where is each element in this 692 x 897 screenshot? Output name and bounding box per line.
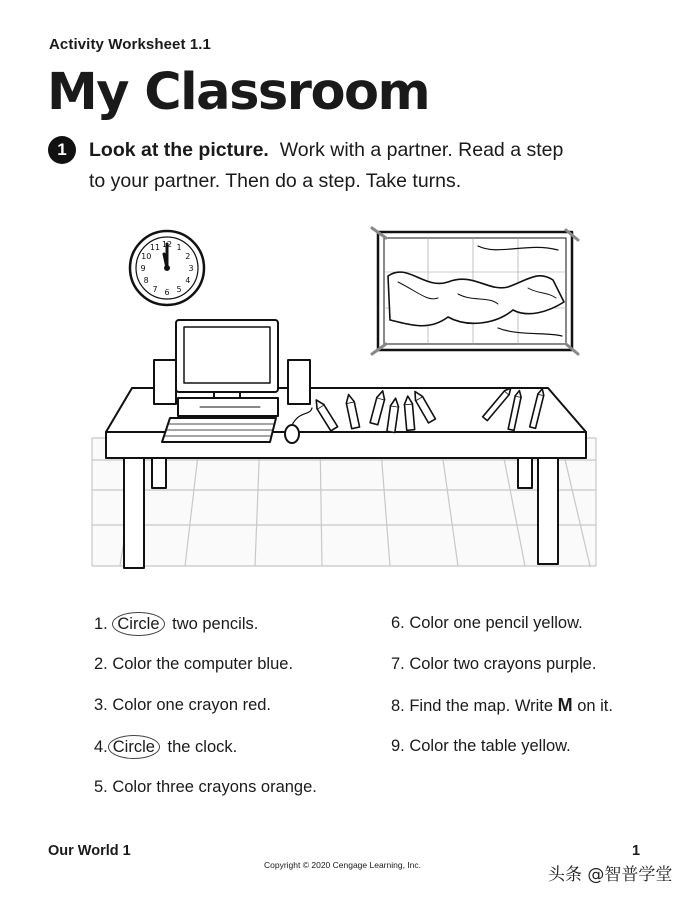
step-1-circled-word: Circle [112,612,164,636]
instruction-bold: Look at the picture. [89,139,269,161]
clock-number: 10 [141,252,152,261]
clock-number: 2 [185,252,191,261]
clock-number: 6 [164,288,170,297]
clock-number: 11 [149,243,161,253]
activity-number-badge: 1 [48,136,76,164]
step-8-text-after: on it. [577,697,613,715]
page-title: My Classroom [47,63,430,122]
page-number: 1 [632,843,641,859]
clock-number: 5 [176,284,182,294]
step-1 [94,612,258,636]
step-8-text-before: 8. Find the map. Write [391,697,554,715]
instruction-line1: Work with a partner. Read a step [279,139,564,161]
step-3: 3. Color one crayon red. [94,696,272,714]
activity-instructions [89,135,649,197]
classroom-illustration [90,210,600,572]
wall-map [372,228,578,354]
step-9: 9. Color the table yellow. [391,737,571,755]
clock-number: 9 [140,264,146,273]
step-1-number: 1. [94,615,108,633]
clock-number: 4 [185,276,191,285]
step-6: 6. Color one pencil yellow. [391,614,583,632]
copyright-notice: Copyright © 2020 Cengage Learning, Inc. [264,860,422,870]
step-2: 2. Color the computer blue. [94,655,294,673]
clock [130,231,204,305]
clock-number: 7 [152,284,158,294]
step-4-number: 4. [94,738,108,756]
step-8 [391,695,613,716]
step-8-letter: M [557,695,573,715]
step-7: 7. Color two crayons purple. [391,655,597,673]
watermark: 头条 @智普学堂 [548,865,673,885]
instruction-line2: to your partner. Then do a step. Take turns. [89,170,462,192]
clock-number: 3 [188,264,194,273]
step-5: 5. Color three crayons orange. [94,778,317,796]
clock-number: 8 [143,276,149,285]
clock-number: 1 [176,243,182,253]
step-4 [94,735,237,759]
step-4-circled-word: Circle [108,735,160,759]
step-4-text: the clock. [167,738,238,756]
book-title: Our World 1 [48,843,131,859]
worksheet-label: Activity Worksheet 1.1 [49,36,211,53]
clock-number: 12 [161,240,173,249]
step-1-text: two pencils. [172,615,259,633]
